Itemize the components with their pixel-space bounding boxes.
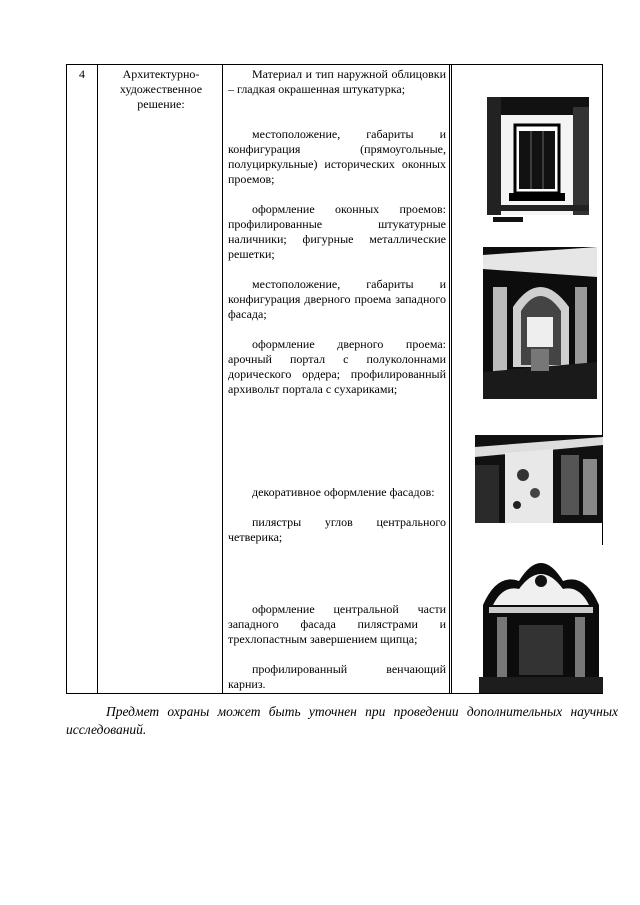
column-divider <box>222 65 223 693</box>
window-photo <box>487 97 589 232</box>
item-window-openings: местоположение, габариты и конфигурация (прямоугольные, полуциркульные) исторических оконных проемов; <box>228 127 446 186</box>
item-cornice: профилированный венчающий карниз. <box>228 662 446 691</box>
column-divider <box>97 65 98 693</box>
protection-table <box>66 64 603 694</box>
item-door-decoration: оформление дверного проема: арочный портал с полуколоннами дорического ордера; профилированный архивольт портала с сухариками; <box>228 337 446 396</box>
footnote: Предмет охраны может быть уточнен при проведении дополнительных научных исследований. <box>66 704 618 737</box>
item-door-opening: местоположение, габариты и конфигурация дверного проема западного фасада; <box>228 277 446 321</box>
door-portal-photo <box>483 247 597 399</box>
section-title: Архитектурно-художественное решение: <box>119 67 203 111</box>
item-pilasters: пилястры углов центрального четверика; <box>228 515 446 544</box>
item-window-decoration: оформление оконных проемов: профилированные штукатурные наличники; фигурные металлические решетки; <box>228 202 446 261</box>
row-number: 4 <box>79 67 85 81</box>
facade-pilasters-photo <box>475 435 603 523</box>
item-facade-decoration: декоративное оформление фасадов: <box>252 485 435 499</box>
west-facade-photo <box>479 545 603 693</box>
item-west-facade: оформление центральной части западного фасада пилястрами и трехлопастным завершением щипца; <box>228 602 446 646</box>
column-divider <box>449 65 452 693</box>
item-cladding: Материал и тип наружной облицовки – гладкая окрашенная штукатурка; <box>228 67 446 96</box>
